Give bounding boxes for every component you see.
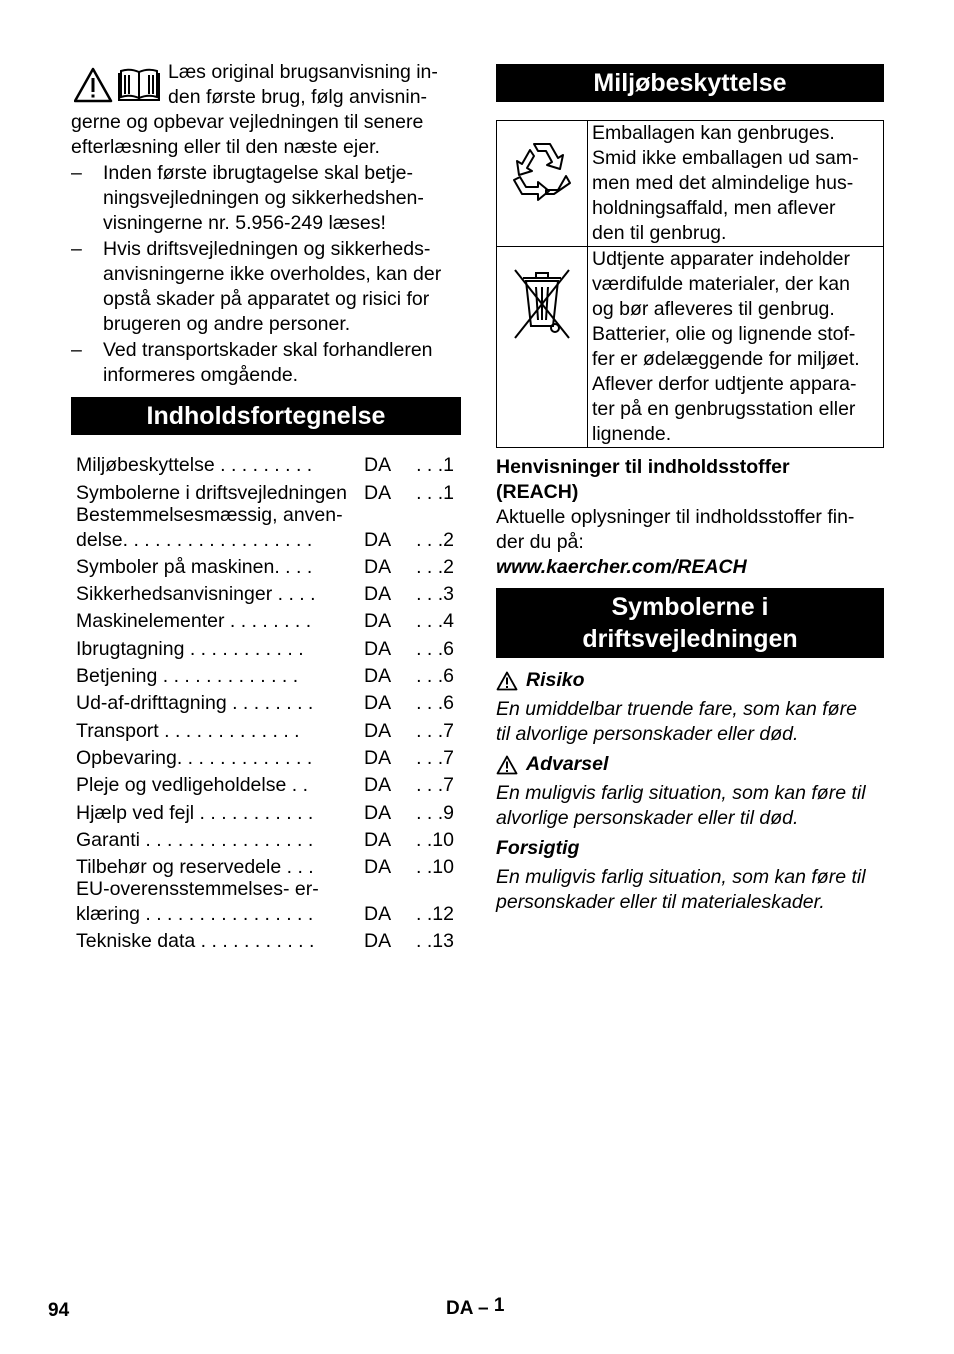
toc-row[interactable]	[76, 826, 461, 853]
bullet-line: opstå skader på apparatet og risici for	[103, 288, 430, 310]
toc-lang: DA	[364, 692, 392, 715]
warning-triangle-icon	[496, 671, 518, 691]
toc-title: Maskinelementer . . . . . . . .	[76, 610, 312, 633]
bullet-line: visningerne nr. 5.956-249 læses!	[103, 212, 386, 234]
reach-heading: (REACH)	[496, 481, 579, 503]
reach-heading: Henvisninger til indholdsstoffer	[496, 456, 790, 478]
toc-row[interactable]	[76, 503, 461, 553]
toc-page: . . .1	[416, 454, 454, 477]
intro-icons	[74, 67, 162, 103]
footer-section-label	[446, 1296, 504, 1321]
toc-heading	[71, 397, 461, 435]
table-of-contents	[71, 451, 461, 954]
toc-title: Pleje og vedligeholdelse . .	[76, 774, 308, 797]
toc-title: klæring . . . . . . . . . . . . . . . .	[76, 903, 314, 926]
manual-book-icon	[119, 70, 159, 100]
toc-page: . . .2	[416, 528, 454, 551]
toc-title: delse. . . . . . . . . . . . . . . . . .	[76, 528, 313, 551]
env-text-line: værdifulde materialer, der kan	[592, 273, 850, 295]
symbol-text: alvorlige personskader eller til død.	[496, 807, 799, 829]
bullet-dash: –	[71, 238, 82, 260]
toc-title: Transport . . . . . . . . . . . . .	[76, 719, 300, 742]
env-text-line: Emballagen kan genbruges.	[592, 122, 835, 144]
toc-lang: DA	[364, 828, 392, 851]
toc-lang: DA	[364, 930, 392, 953]
packaging-text	[588, 121, 884, 247]
toc-row[interactable]	[76, 880, 461, 927]
bullet-line: brugeren og andre personer.	[103, 313, 351, 335]
symbol-text: En umiddelbar truende fare, som kan føre	[496, 698, 857, 720]
symbol-text: personskader eller til materialeskader.	[496, 891, 825, 913]
toc-title: Tilbehør og reservedele . . .	[76, 856, 314, 879]
symbol-label: Risiko	[526, 669, 585, 691]
page-number: 94	[48, 1300, 70, 1321]
crossed-out-wheelie-bin-icon	[509, 264, 575, 344]
env-text-line: lignende.	[592, 423, 672, 445]
bullet-item	[71, 161, 461, 236]
toc-title: Symboler på maskinen. . . .	[76, 555, 313, 578]
toc-row[interactable]	[76, 689, 461, 716]
warning-triangle-icon	[75, 69, 111, 101]
environment-table	[496, 120, 884, 448]
env-text-line: den til genbrug.	[592, 222, 727, 244]
environment-heading	[496, 64, 884, 102]
symbols-list	[496, 668, 884, 915]
toc-page: . . .7	[416, 746, 454, 769]
toc-page: . . .7	[416, 774, 454, 797]
bullet-line: anvisningerne ikke overholdes, kan der	[103, 263, 442, 285]
toc-page: . .10	[416, 856, 454, 879]
toc-page: . .13	[416, 930, 454, 953]
toc-title: Opbevaring. . . . . . . . . . . . .	[76, 746, 313, 769]
toc-lang: DA	[364, 746, 392, 769]
bullet-line: Inden første ibrugtagelse skal betje-	[103, 162, 414, 184]
toc-title: Miljøbeskyttelse . . . . . . . . .	[76, 454, 313, 477]
safety-bullets	[71, 161, 461, 388]
reach-text: der du på:	[496, 531, 584, 553]
toc-title: Ibrugtagning . . . . . . . . . . .	[76, 637, 304, 660]
toc-row[interactable]	[76, 716, 461, 743]
symbol-text: En muligvis farlig situation, som kan føre til	[496, 782, 866, 804]
recycling-icon	[504, 136, 580, 212]
environment-heading-text: Miljøbeskyttelse	[593, 69, 787, 97]
toc-page: . .10	[416, 828, 454, 851]
toc-row[interactable]	[76, 478, 461, 505]
env-text-line: Udtjente apparater indeholder	[592, 248, 851, 270]
toc-lang: DA	[364, 454, 392, 477]
symbols-heading-text: driftsvejledningen	[582, 625, 798, 653]
toc-lang: DA	[364, 637, 392, 660]
symbol-item-forsigtig	[496, 836, 884, 915]
toc-lang: DA	[364, 801, 392, 824]
toc-lang: DA	[364, 856, 392, 879]
toc-page: . . .1	[416, 481, 454, 504]
toc-lang: DA	[364, 528, 392, 551]
toc-title: EU-overensstemmelses- er-	[76, 878, 319, 901]
bullet-dash: –	[71, 339, 82, 361]
toc-title: Betjening . . . . . . . . . . . . .	[76, 665, 299, 688]
bullet-line: ningsvejledningen og sikkerhedshen-	[103, 187, 424, 209]
bullet-item	[71, 237, 461, 337]
toc-row[interactable]	[76, 744, 461, 771]
toc-lang: DA	[364, 774, 392, 797]
bullet-line: Hvis driftsvejledningen og sikkerheds-	[103, 238, 431, 260]
intro-line: Læs original brugsanvisning in-	[168, 61, 438, 83]
bullet-item	[71, 338, 461, 388]
toc-lang: DA	[364, 555, 392, 578]
toc-lang: DA	[364, 481, 392, 504]
right-column	[496, 64, 884, 915]
reach-text: Aktuelle oplysninger til indholdsstoffer fin-	[496, 506, 855, 528]
symbol-item-advarsel	[496, 752, 884, 831]
recycling-icon-cell	[497, 121, 588, 247]
bullet-dash: –	[71, 162, 82, 184]
toc-row[interactable]	[76, 451, 461, 478]
env-text-line: fer er ødelæggende for miljøet.	[592, 348, 860, 370]
toc-title: Symbolerne i driftsvejledningen	[76, 481, 347, 504]
table-row	[497, 247, 884, 448]
toc-lang: DA	[364, 610, 392, 633]
toc-page: . . .3	[416, 583, 454, 606]
toc-page: . . .7	[416, 719, 454, 742]
toc-row[interactable]	[76, 580, 461, 607]
bullet-line: Ved transportskader skal forhandleren	[103, 339, 433, 361]
footer-section-number: 1	[493, 1295, 505, 1316]
toc-row[interactable]	[76, 771, 461, 798]
wheelie-bin-icon-cell	[497, 247, 588, 448]
toc-title: Tekniske data . . . . . . . . . . .	[76, 930, 315, 953]
toc-lang: DA	[364, 719, 392, 742]
toc-lang: DA	[364, 903, 392, 926]
symbol-text: til alvorlige personskader eller død.	[496, 723, 799, 745]
toc-row[interactable]	[76, 927, 461, 954]
reach-link[interactable]: www.kaercher.com/REACH	[496, 556, 747, 578]
disposal-text	[588, 247, 884, 448]
env-text-line: Smid ikke emballagen ud sam-	[592, 147, 859, 169]
toc-row[interactable]	[76, 553, 461, 580]
toc-lang: DA	[364, 665, 392, 688]
env-text-line: Aflever derfor udtjente appara-	[592, 373, 857, 395]
toc-page: . . .6	[416, 665, 454, 688]
env-text-line: men med det almindelige hus-	[592, 172, 854, 194]
toc-title: Hjælp ved fejl . . . . . . . . . . .	[76, 801, 314, 824]
toc-lang: DA	[364, 583, 392, 606]
symbol-text: En muligvis farlig situation, som kan føre til	[496, 866, 866, 888]
intro-notice	[71, 60, 461, 160]
footer-separator: –	[478, 1298, 489, 1319]
toc-page: . . .6	[416, 637, 454, 660]
toc-heading-text: Indholdsfortegnelse	[146, 402, 386, 430]
toc-page: . .12	[416, 903, 454, 926]
symbols-heading	[496, 588, 884, 658]
env-text-line: ter på en genbrugsstation eller	[592, 398, 856, 420]
intro-line: gerne og opbevar vejledningen til senere	[71, 111, 424, 133]
toc-row[interactable]	[76, 634, 461, 661]
toc-page: . . .9	[416, 801, 454, 824]
toc-row[interactable]	[76, 607, 461, 634]
table-row	[497, 121, 884, 247]
intro-line: den første brug, følg anvisnin-	[168, 86, 428, 108]
symbols-heading-text: Symbolerne i	[611, 593, 769, 621]
toc-page: . . .6	[416, 692, 454, 715]
symbol-label: Advarsel	[526, 753, 609, 775]
symbol-item-risiko	[496, 668, 884, 747]
toc-row[interactable]	[76, 853, 461, 880]
toc-row[interactable]	[76, 662, 461, 689]
toc-page: . . .2	[416, 555, 454, 578]
toc-page: . . .4	[416, 610, 454, 633]
toc-title: Sikkerhedsanvisninger . . . .	[76, 583, 316, 606]
toc-row[interactable]	[76, 798, 461, 825]
env-text-line: og bør afleveres til genbrug.	[592, 298, 835, 320]
intro-line: efterlæsning eller til den næste ejer.	[71, 136, 380, 158]
left-column	[71, 60, 461, 954]
reach-section	[496, 455, 884, 580]
toc-title: Garanti . . . . . . . . . . . . . . . .	[76, 828, 314, 851]
footer-lang: DA	[446, 1298, 473, 1319]
env-text-line: holdningsaffald, men aflever	[592, 197, 836, 219]
env-text-line: Batterier, olie og lignende stof-	[592, 323, 856, 345]
toc-title: Ud-af-drifttagning . . . . . . . .	[76, 692, 314, 715]
bullet-line: informeres omgående.	[103, 364, 299, 386]
symbol-label: Forsigtig	[496, 837, 580, 859]
warning-triangle-icon	[496, 755, 518, 775]
toc-title: Bestemmelsesmæssig, anven-	[76, 503, 343, 526]
